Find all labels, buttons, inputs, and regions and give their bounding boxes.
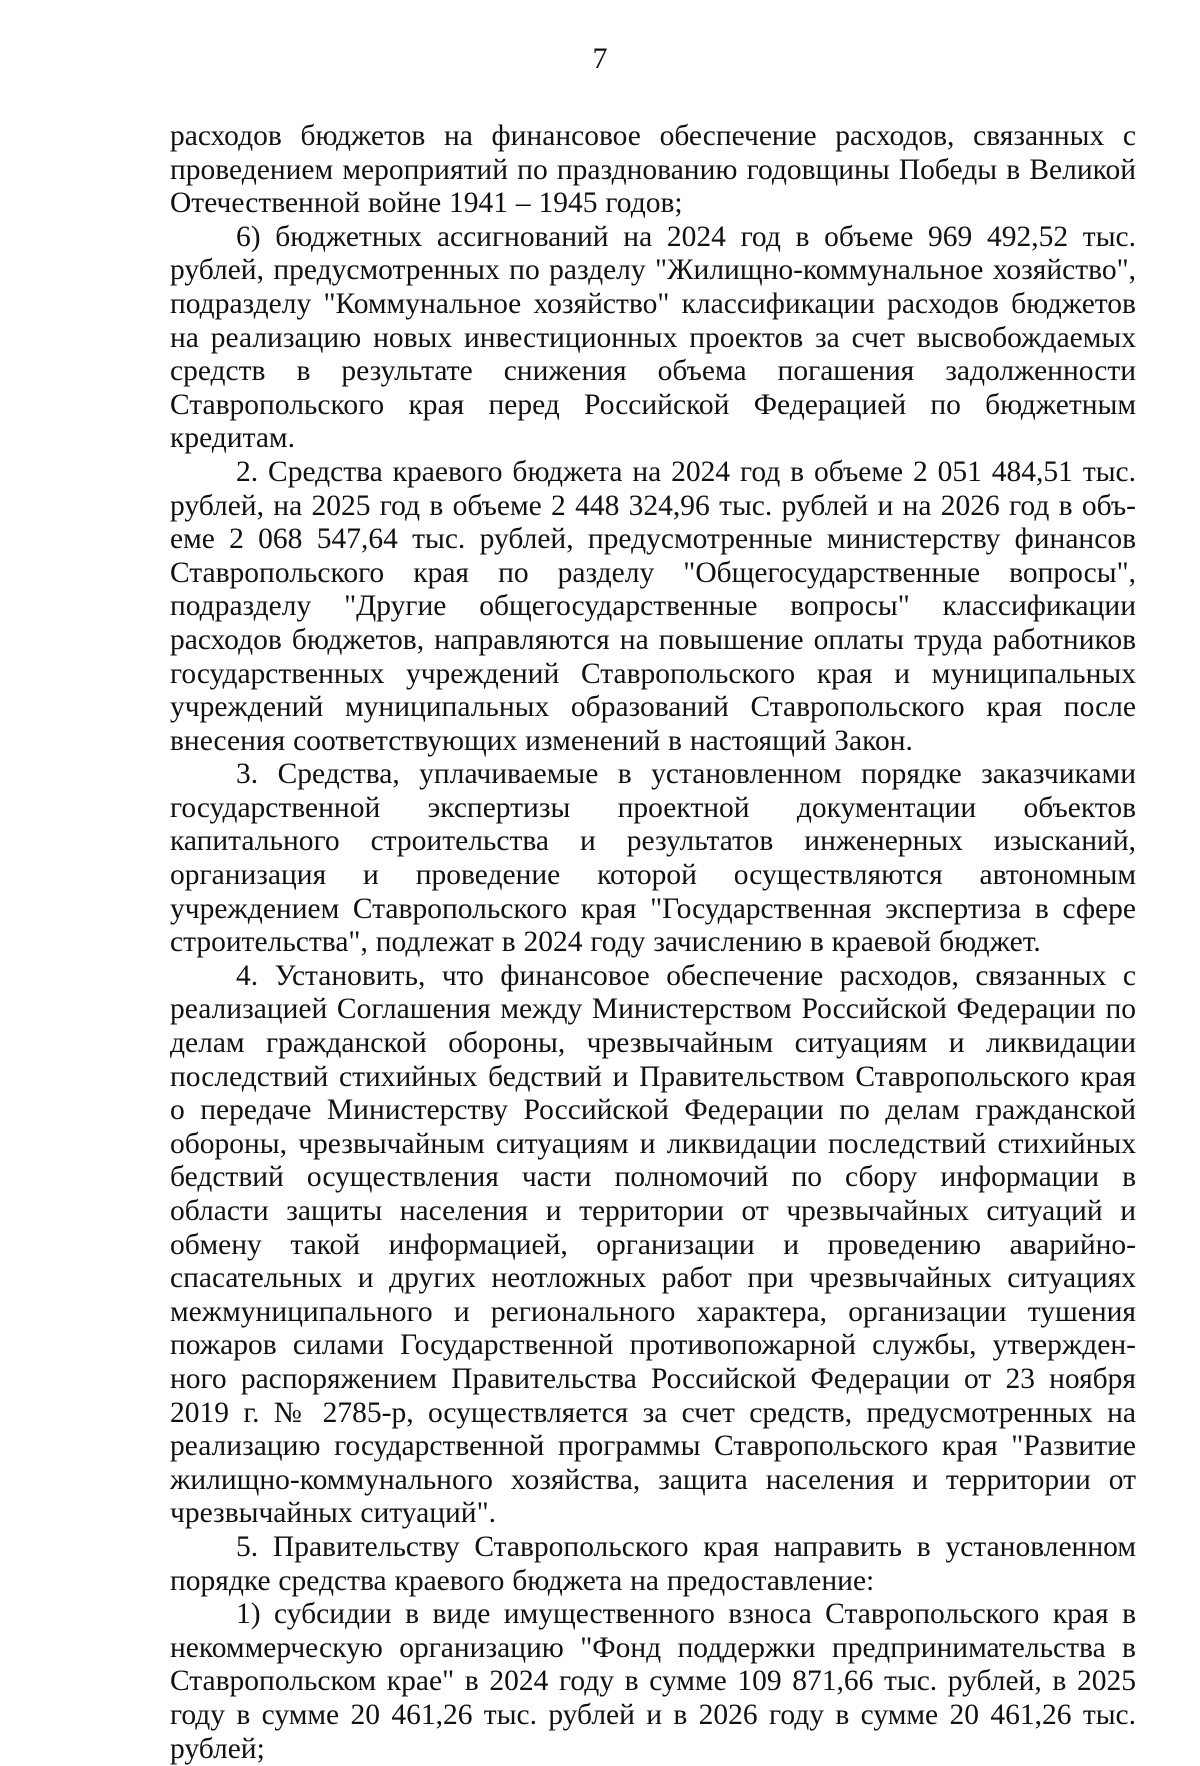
paragraph-item-6: 6) бюджетных ассигнований на 2024 год в объеме 969 492,52 тыс. рублей, предусмотренных по разделу "Жилищно-коммунальное хозяйство", подразделу "Коммунальное хозяйство" классификации расходов бюджетов на реализацию новых инвестиционных проектов за счет высвобождаемых средств в результате снижения объема погашения задолженности Ставропольского края перед Российской Федерацией по бюджетным кредитам. [170,220,1136,455]
document-body [170,120,1136,1766]
paragraph-item-1: 1) субсидии в виде имущественного взноса Ставропольского края в некоммерческую организацию "Фонд поддержки предпринимательства в Ставропольском крае" в 2024 году в сумме 109 871,66 тыс. рублей, в 2025 году в сумме 20 461,26 тыс. рублей и в 2026 году в сумме 20 461,26 тыс. рублей; [170,1598,1136,1765]
page-number: 7 [592,42,608,75]
paragraph-section-5: 5. Правительству Ставропольского края направить в установленном порядке средства краевого бюджета на предоставление: [170,1530,1136,1597]
paragraph-section-2: 2. Средства краевого бюджета на 2024 год в объеме 2 051 484,51 тыс. рублей, на 2025 год в объеме 2 448 324,96 тыс. рублей и на 2026 год в объеме 2 068 547,64 тыс. рублей, предусмотренные министерству финансов Ставропольского края по разделу "Общегосударственные вопросы", подразделу "Другие общегосударственные вопросы" классификации расходов бюджетов, направляются на повышение оплаты труда работников государственных учреждений Ставропольского края и муниципальных учреждений муниципальных образований Ставропольского края после внесения соответствующих изменений в настоящий Закон. [170,455,1136,757]
paragraph-section-4: 4. Установить, что финансовое обеспечение расходов, связанных с реализацией Соглашения между Министерством Российской Федерации по делам гражданской обороны, чрезвычайным ситуациям и ликвидации последствий стихийных бедствий и Правительством Ставропольского края о передаче Министерству Российской Федерации по делам гражданской обороны, чрезвычайным ситуациям и ликвидации последствий стихийных бедствий осуществления части полномочий по сбору информации в области защиты населения и территории от чрезвычайных ситуаций и обмену такой информацией, организации и проведению аварийно-спасательных и других неотложных работ при чрезвычайных ситуациях межмуниципального и регионального характера, организации тушения пожаров силами Государственной противопожарной службы, утвержденного распоряжением Правительства Российской Федерации от 23 ноября 2019 г. № 2785-р, осуществляется за счет средств, предусмотренных на реализацию государственной программы Ставропольского края "Развитие жилищно-коммунального хозяйства, защита населения и территории от чрезвычайных ситуаций". [170,959,1136,1530]
paragraph-section-3: 3. Средства, уплачиваемые в установленном порядке заказчиками государственной экспертизы проектной документации объектов капитального строительства и результатов инженерных изысканий, организация и проведение которой осуществляются автономным учреждением Ставропольского края "Государственная экспертиза в сфере строительства", подлежат в 2024 году зачислению в краевой бюджет. [170,758,1136,959]
paragraph-continuation: расходов бюджетов на финансовое обеспечение расходов, связанных с проведением мероприятий по празднованию годовщины Победы в Великой Отечественной войне 1941 – 1945 годов; [170,120,1136,220]
